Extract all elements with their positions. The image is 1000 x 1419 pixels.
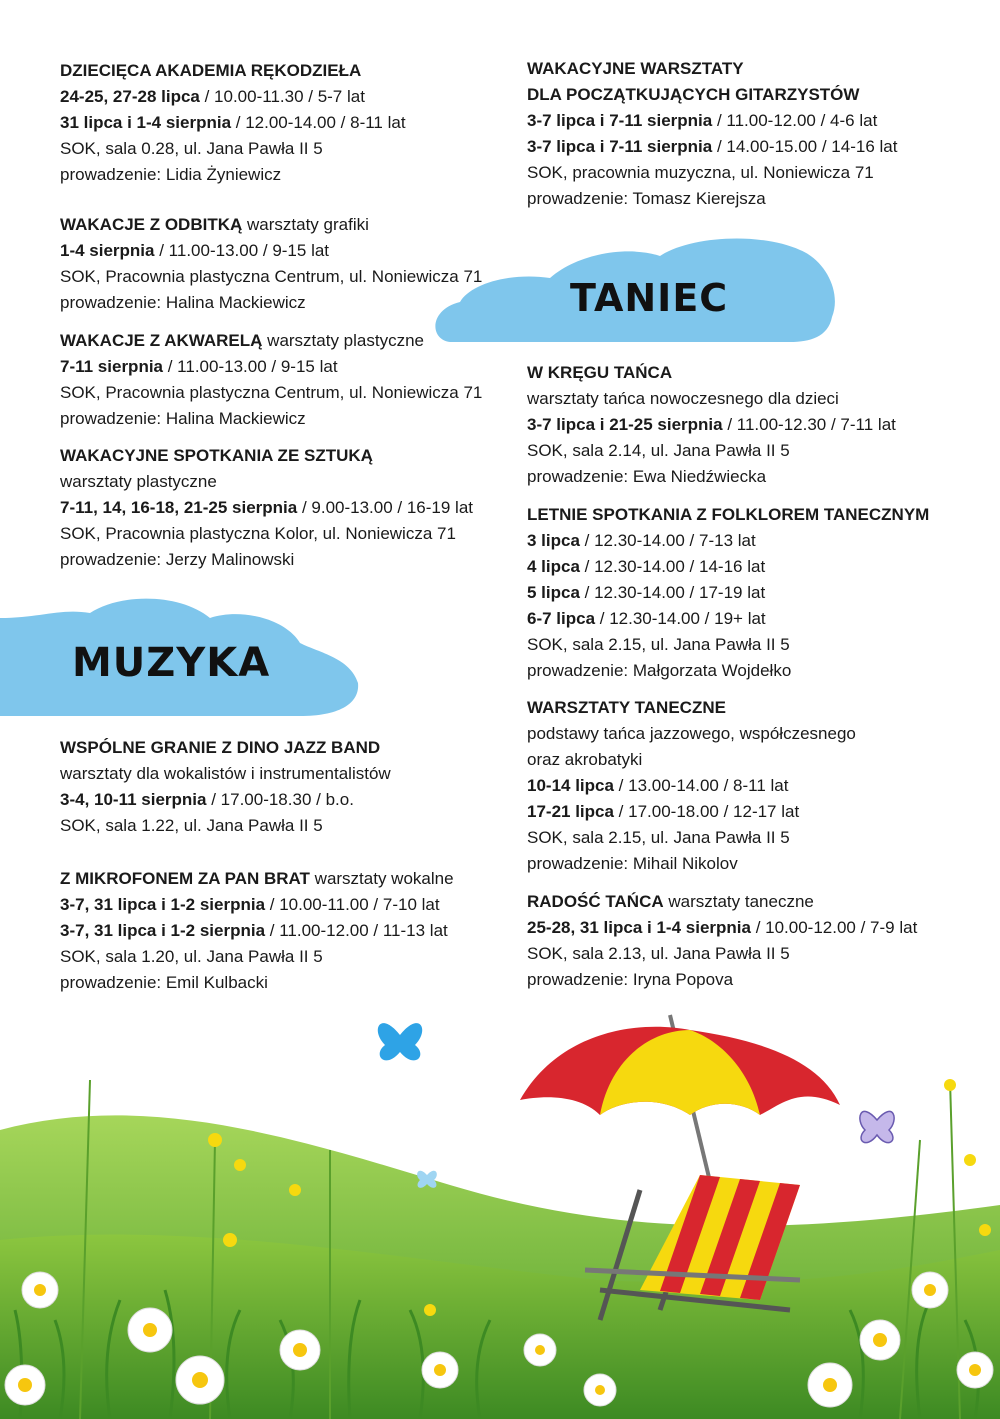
event-title-line	[527, 695, 856, 721]
event-detail: / 11.00-13.00 / 9-15 lat	[154, 241, 330, 260]
event-right-1	[527, 360, 896, 490]
event-title: RADOŚĆ TAŃCA	[527, 892, 664, 911]
event-detail: prowadzenie: Emil Kulbacki	[60, 973, 268, 992]
event-detail: / 17.00-18.30 / b.o.	[206, 790, 354, 809]
event-detail: / 12.30-14.00 / 17-19 lat	[579, 583, 766, 602]
event-title: WSPÓLNE GRANIE Z DINO JAZZ BAND	[60, 738, 381, 757]
event-left-0	[60, 58, 406, 188]
event-title-line	[527, 360, 896, 386]
event-line	[527, 160, 897, 186]
event-title-suffix: warsztaty plastyczne	[262, 331, 424, 350]
event-date: 4 lipca	[527, 557, 580, 576]
event-line	[60, 469, 473, 495]
event-detail: SOK, Pracownia plastyczna Kolor, ul. Noniewicza 71	[60, 524, 456, 543]
event-line	[527, 825, 856, 851]
butterfly-icon	[378, 1023, 422, 1060]
event-title: WAKACJE Z ODBITKĄ	[60, 215, 243, 234]
event-left-2	[60, 328, 482, 432]
event-title-line	[527, 889, 917, 915]
event-detail: prowadzenie: Tomasz Kierejsza	[527, 189, 766, 208]
event-detail: SOK, sala 1.22, ul. Jana Pawła II 5	[60, 816, 323, 835]
event-date: 1-4 sierpnia	[60, 241, 155, 260]
event-line	[60, 354, 482, 380]
event-line	[60, 110, 406, 136]
event-detail: oraz akrobatyki	[527, 750, 643, 769]
event-title-line	[527, 502, 929, 528]
event-line	[60, 892, 454, 918]
event-title-line	[527, 56, 897, 82]
event-line	[60, 521, 473, 547]
event-date: 3-7 lipca i 21-25 sierpnia	[527, 415, 723, 434]
event-detail: / 17.00-18.00 / 12-17 lat	[613, 802, 800, 821]
event-right-0	[527, 56, 897, 212]
event-detail: / 11.00-13.00 / 9-15 lat	[163, 357, 338, 376]
event-date: 3-7 lipca i 7-11 sierpnia	[527, 111, 713, 130]
event-right-2	[527, 502, 929, 684]
event-detail: SOK, pracownia muzyczna, ul. Noniewicza 71	[527, 163, 874, 182]
event-detail: / 10.00-12.00 / 7-9 lat	[750, 918, 918, 937]
event-detail: SOK, Pracownia plastyczna Centrum, ul. Noniewicza 71	[60, 383, 483, 402]
event-line	[527, 412, 896, 438]
event-detail: / 12.30-14.00 / 19+ lat	[595, 609, 766, 628]
event-line	[527, 554, 929, 580]
event-line	[527, 134, 897, 160]
event-detail: / 14.00-15.00 / 14-16 lat	[712, 137, 898, 156]
event-line	[60, 813, 391, 839]
event-line	[527, 721, 856, 747]
event-date: 3-7, 31 lipca i 1-2 sierpnia	[60, 921, 266, 940]
event-line	[60, 406, 482, 432]
event-detail: / 10.00-11.00 / 7-10 lat	[265, 895, 440, 914]
event-detail: SOK, sala 2.13, ul. Jana Pawła II 5	[527, 944, 790, 963]
event-line	[527, 386, 896, 412]
event-date: DLA POCZĄTKUJĄCYCH GITARZYSTÓW	[527, 85, 860, 104]
event-detail: SOK, sala 2.15, ul. Jana Pawła II 5	[527, 635, 790, 654]
event-date: 3-4, 10-11 sierpnia	[60, 790, 207, 809]
event-line	[60, 547, 473, 573]
event-detail: prowadzenie: Halina Mackiewicz	[60, 409, 306, 428]
beach-umbrella-icon	[520, 1015, 840, 1190]
event-detail: / 11.00-12.00 / 11-13 lat	[265, 921, 448, 940]
event-title: WAKACYJNE SPOTKANIA ZE SZTUKĄ	[60, 446, 373, 465]
event-detail: / 11.00-12.00 / 4-6 lat	[712, 111, 878, 130]
event-left-4	[60, 735, 391, 839]
event-line	[60, 162, 406, 188]
event-date: 3-7, 31 lipca i 1-2 sierpnia	[60, 895, 266, 914]
event-date: 25-28, 31 lipca i 1-4 sierpnia	[527, 918, 751, 937]
event-title: WARSZTATY TANECZNE	[527, 698, 726, 717]
event-line	[60, 918, 454, 944]
event-date: 7-11, 14, 16-18, 21-25 sierpnia	[60, 498, 298, 517]
event-detail: prowadzenie: Małgorzata Wojdełko	[527, 661, 792, 680]
event-detail: prowadzenie: Lidia Żyniewicz	[60, 165, 282, 184]
event-detail: SOK, Pracownia plastyczna Centrum, ul. Noniewicza 71	[60, 267, 483, 286]
event-title-line	[60, 328, 482, 354]
event-line	[527, 438, 896, 464]
event-left-1	[60, 212, 482, 316]
event-line	[60, 495, 473, 521]
event-detail: SOK, sala 1.20, ul. Jana Pawła II 5	[60, 947, 323, 966]
event-line	[60, 238, 482, 264]
event-detail: / 10.00-11.30 / 5-7 lat	[199, 87, 365, 106]
event-detail: prowadzenie: Halina Mackiewicz	[60, 293, 306, 312]
event-line	[527, 773, 856, 799]
event-line	[527, 747, 856, 773]
event-date: 7-11 sierpnia	[60, 357, 164, 376]
event-line	[60, 787, 391, 813]
event-title: WAKACYJNE WARSZTATY	[527, 59, 744, 78]
event-title: LETNIE SPOTKANIA Z FOLKLOREM TANECZNYM	[527, 505, 930, 524]
event-line	[527, 528, 929, 554]
event-title-line	[60, 443, 473, 469]
event-title-suffix: warsztaty taneczne	[663, 892, 814, 911]
event-line	[60, 264, 482, 290]
event-line	[527, 632, 929, 658]
event-detail: prowadzenie: Mihail Nikolov	[527, 854, 738, 873]
event-line	[527, 580, 929, 606]
event-line	[527, 606, 929, 632]
event-title-suffix: warsztaty grafiki	[242, 215, 369, 234]
event-detail: podstawy tańca jazzowego, współczesnego	[527, 724, 856, 743]
event-left-5	[60, 866, 454, 996]
event-line	[60, 761, 391, 787]
event-line	[60, 290, 482, 316]
event-date: 24-25, 27-28 lipca	[60, 87, 200, 106]
event-line	[60, 84, 406, 110]
event-date: 3 lipca	[527, 531, 580, 550]
event-detail: / 12.00-14.00 / 8-11 lat	[231, 113, 406, 132]
event-detail: warsztaty plastyczne	[60, 472, 217, 491]
event-detail: prowadzenie: Ewa Niedźwiecka	[527, 467, 767, 486]
event-detail: / 13.00-14.00 / 8-11 lat	[613, 776, 789, 795]
event-detail: / 12.30-14.00 / 7-13 lat	[579, 531, 756, 550]
event-date: 10-14 lipca	[527, 776, 614, 795]
event-title-line	[60, 866, 454, 892]
event-title: DZIECIĘCA AKADEMIA RĘKODZIEŁA	[60, 61, 362, 80]
event-title-line	[60, 212, 482, 238]
event-date: 5 lipca	[527, 583, 580, 602]
event-title-suffix: warsztaty wokalne	[309, 869, 454, 888]
event-detail: SOK, sala 2.15, ul. Jana Pawła II 5	[527, 828, 790, 847]
event-line	[527, 658, 929, 684]
event-line	[527, 851, 856, 877]
event-title: WAKACJE Z AKWARELĄ	[60, 331, 263, 350]
event-detail: prowadzenie: Jerzy Malinowski	[60, 550, 295, 569]
event-date: 6-7 lipca	[527, 609, 596, 628]
event-line	[527, 82, 897, 108]
event-line	[60, 136, 406, 162]
event-line	[527, 186, 897, 212]
event-line	[527, 941, 917, 967]
event-detail: / 9.00-13.00 / 16-19 lat	[297, 498, 474, 517]
event-date: 3-7 lipca i 7-11 sierpnia	[527, 137, 713, 156]
event-detail: SOK, sala 2.14, ul. Jana Pawła II 5	[527, 441, 790, 460]
event-right-4	[527, 889, 917, 993]
event-detail: / 12.30-14.00 / 14-16 lat	[579, 557, 766, 576]
event-left-3	[60, 443, 473, 573]
event-line	[60, 380, 482, 406]
event-detail: / 11.00-12.30 / 7-11 lat	[722, 415, 896, 434]
event-detail: SOK, sala 0.28, ul. Jana Pawła II 5	[60, 139, 323, 158]
event-title-line	[60, 735, 391, 761]
event-line	[60, 944, 454, 970]
event-line	[527, 108, 897, 134]
event-title: W KRĘGU TAŃCA	[527, 363, 673, 382]
section-title-taniec: TANIEC	[570, 276, 729, 320]
event-line	[527, 915, 917, 941]
event-line	[527, 464, 896, 490]
event-detail: warsztaty tańca nowoczesnego dla dzieci	[527, 389, 839, 408]
event-detail: prowadzenie: Iryna Popova	[527, 970, 734, 989]
event-title-line	[60, 58, 406, 84]
event-title: Z MIKROFONEM ZA PAN BRAT	[60, 869, 310, 888]
event-date: 17-21 lipca	[527, 802, 614, 821]
event-detail: warsztaty dla wokalistów i instrumentalistów	[60, 764, 391, 783]
event-date: 31 lipca i 1-4 sierpnia	[60, 113, 232, 132]
event-line	[527, 799, 856, 825]
section-title-muzyka: MUZYKA	[72, 640, 271, 686]
summer-meadow-illustration	[0, 990, 1000, 1419]
event-right-3	[527, 695, 856, 877]
